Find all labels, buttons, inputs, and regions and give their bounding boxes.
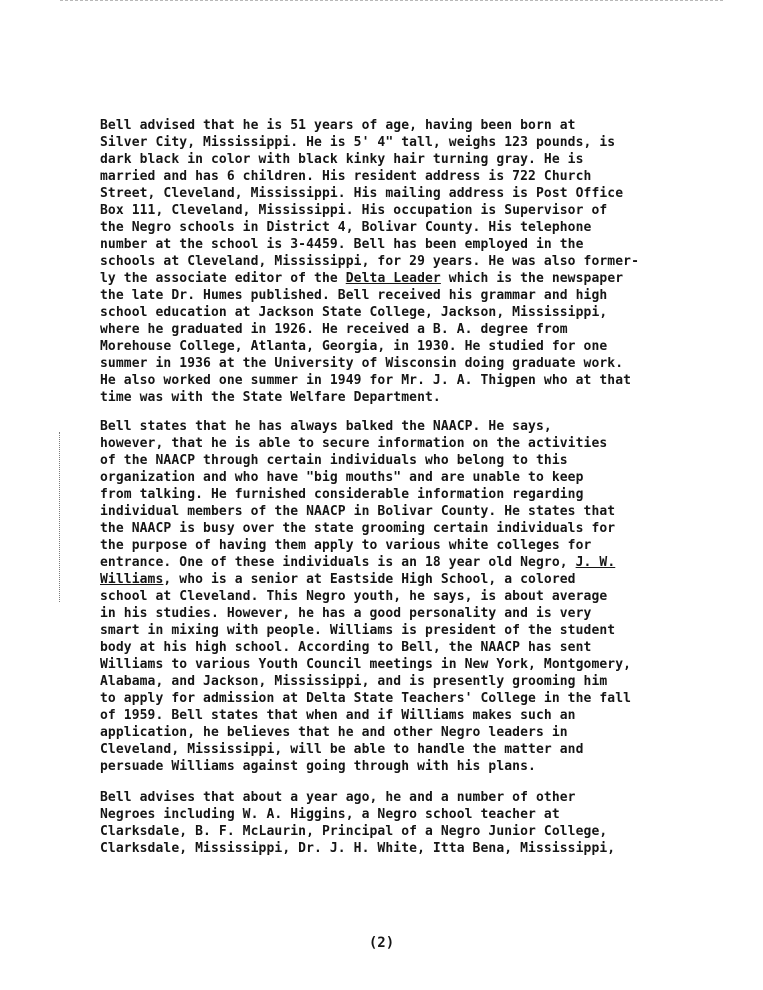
text-line: where he graduated in 1926. He received a B. A. degree from [100,322,568,337]
text-line: of the NAACP through certain individuals who belong to this [100,453,568,468]
text-line: body at his high school. According to Bell, the NAACP has sent [100,640,592,655]
text-line: Bell advised that he is 51 years of age, having been born at [100,118,576,133]
text-line: Bell states that he has always balked the NAACP. He says, [100,419,552,434]
text-line: Negroes including W. A. Higgins, a Negro school teacher at [100,807,560,822]
text-line: the Negro schools in District 4, Bolivar County. His telephone [100,220,592,235]
text-line: in his studies. However, he has a good personality and is very [100,606,592,621]
text-line: from talking. He furnished considerable information regarding [100,487,584,502]
text-line: Morehouse College, Atlanta, Georgia, in 1930. He studied for one [100,339,608,354]
text-line: Street, Cleveland, Mississippi. His mailing address is Post Office [100,186,624,201]
text-line: to apply for admission at Delta State Teachers' College in the fall [100,691,632,706]
text-line: ly the associate editor of the Delta Leader which is the newspaper [100,271,624,286]
text-line: Clarksdale, B. F. McLaurin, Principal of a Negro Junior College, [100,824,608,839]
text-line: He also worked one summer in 1949 for Mr. J. A. Thigpen who at that [100,373,632,388]
paragraph-2 [100,418,710,775]
text-line: school education at Jackson State College, Jackson, Mississippi, [100,305,608,320]
text-line: entrance. One of these individuals is an 18 year old Negro, J. W. [100,555,616,570]
text-line: organization and who have "big mouths" and are unable to keep [100,470,584,485]
text-line: application, he believes that he and other Negro leaders in [100,725,568,740]
top-edge-rule [60,0,723,3]
text-line: the purpose of having them apply to various white colleges for [100,538,592,553]
text-line: married and has 6 children. His resident address is 722 Church [100,169,592,184]
text-line: Alabama, and Jackson, Mississippi, and is presently grooming him [100,674,608,689]
margin-pencil-mark [59,432,61,602]
text-line: smart in mixing with people. Williams is president of the student [100,623,616,638]
text-line: Williams, who is a senior at Eastside High School, a colored [100,572,576,587]
text-line: number at the school is 3-4459. Bell has been employed in the [100,237,584,252]
text-line: schools at Cleveland, Mississippi, for 29 years. He was also former- [100,254,640,269]
text-line: Box 111, Cleveland, Mississippi. His occupation is Supervisor of [100,203,608,218]
text-line: the late Dr. Humes published. Bell received his grammar and high [100,288,608,303]
text-line: individual members of the NAACP in Bolivar County. He states that [100,504,616,519]
text-line: Silver City, Mississippi. He is 5' 4" tall, weighs 123 pounds, is [100,135,616,150]
text-line: Bell advises that about a year ago, he and a number of other [100,790,576,805]
text-line: Williams to various Youth Council meetings in New York, Montgomery, [100,657,632,672]
text-line: persuade Williams against going through with his plans. [100,759,536,774]
paragraph-3 [100,789,710,857]
text-line: the NAACP is busy over the state grooming certain individuals for [100,521,616,536]
page-number: (2) [368,935,395,951]
text-line: time was with the State Welfare Department. [100,390,441,405]
text-line: dark black in color with black kinky hair turning gray. He is [100,152,584,167]
text-line: however, that he is able to secure information on the activities [100,436,608,451]
paragraph-1 [100,117,710,406]
text-line: Clarksdale, Mississippi, Dr. J. H. White, Itta Bena, Mississippi, [100,841,616,856]
text-line: summer in 1936 at the University of Wisconsin doing graduate work. [100,356,624,371]
text-line: school at Cleveland. This Negro youth, he says, is about average [100,589,608,604]
text-line: of 1959. Bell states that when and if Williams makes such an [100,708,576,723]
text-line: Cleveland, Mississippi, will be able to handle the matter and [100,742,584,757]
